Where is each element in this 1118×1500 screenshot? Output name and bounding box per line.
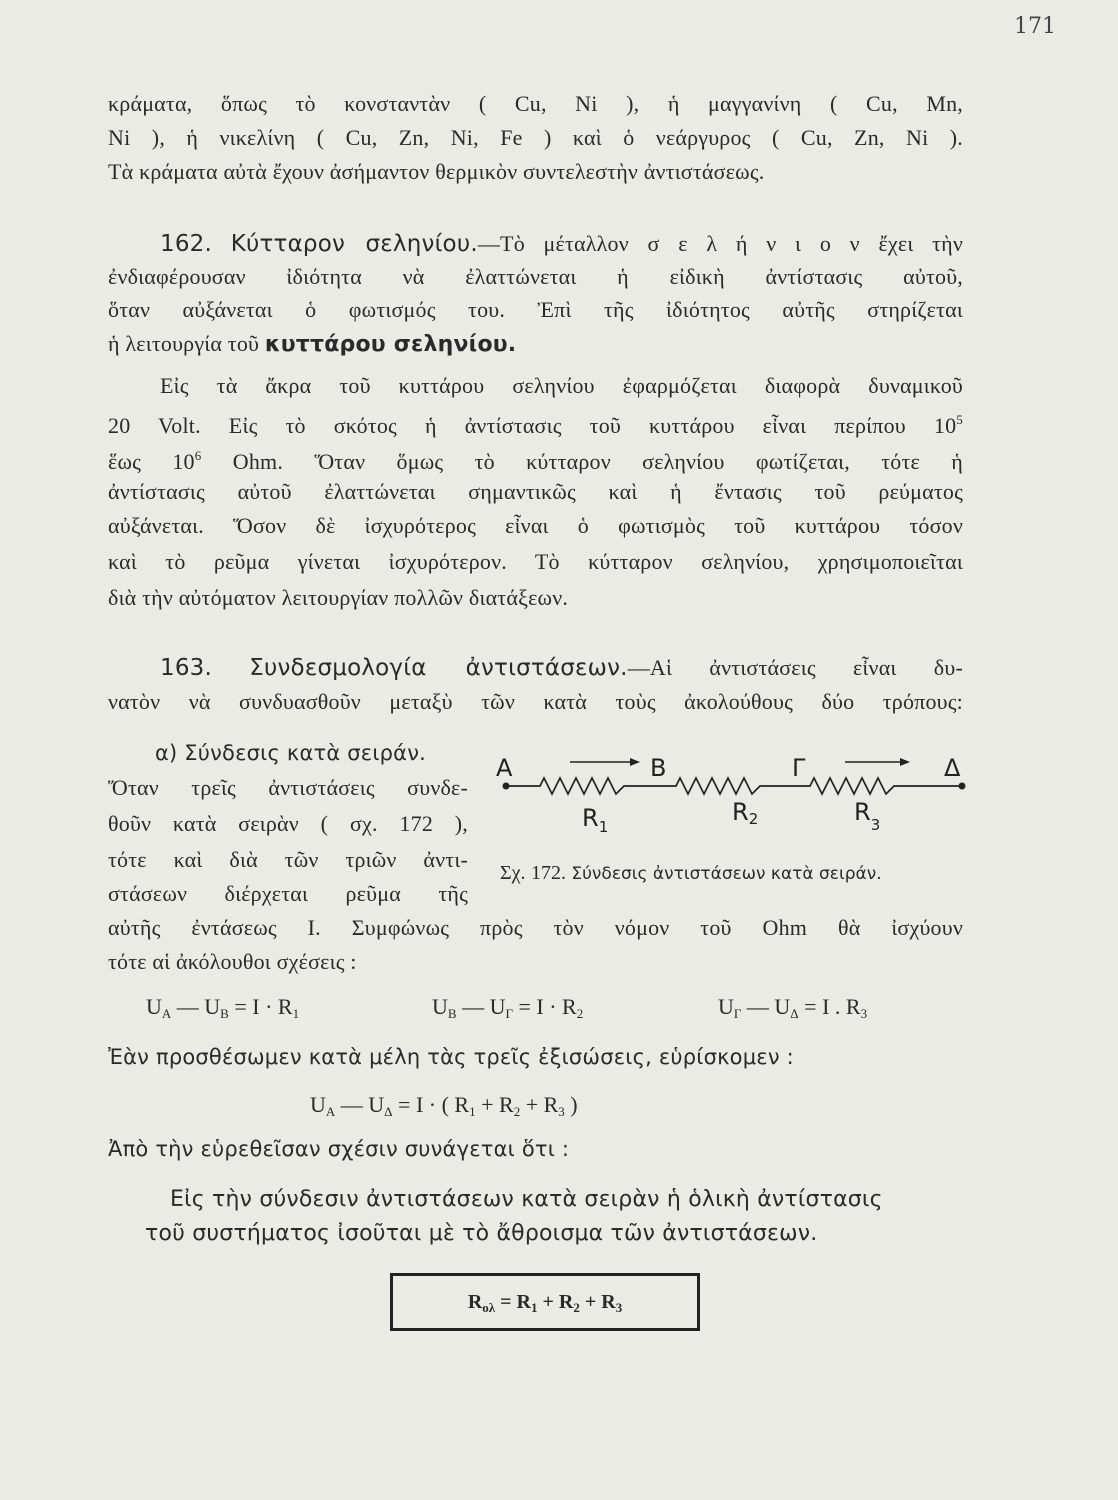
sec162-line9: αὐξάνεται. Ὅσον δὲ ἰσχυρότερος εἶναι ὁ φωτισμὸς τοῦ κυττάρου τόσον (108, 513, 963, 538)
sec163-narrow3: τότε καὶ διὰ τῶν τριῶν ἀντι- (108, 847, 468, 872)
sec163-narrow1: Ὅταν τρεῖς ἀντιστάσεις συνδε- (108, 775, 468, 800)
sec162-line6 (108, 404, 963, 441)
sec162-line10: καὶ τὸ ρεῦμα γίνεται ἰσχυρότερον. Τὸ κύτταρον σεληνίου, χρησιμοποιεῖται (108, 549, 963, 574)
resistor-r2-label: R2 (732, 798, 759, 828)
para1-line2: Ni ), ἡ νικελίνη ( Cu, Zn, Ni, Fe ) καὶ ὁ νεάργυρος ( Cu, Zn, Ni ). (108, 125, 963, 150)
sec163-number: 163. (160, 655, 213, 681)
figure-caption (500, 862, 882, 885)
sec162-line5: Εἰς τὰ ἄκρα τοῦ κυττάρου σεληνίου ἐφαρμόζεται διαφορὰ δυναμικοῦ (160, 373, 963, 398)
sec163-title: Συνδεσμολογία ἀντιστάσεων. (249, 655, 628, 681)
node-label-a: A (496, 754, 513, 782)
sec162-line8: ἀντίστασις αὐτοῦ ἐλαττώνεται σημαντικῶς καὶ ἡ ἔντασις τοῦ ρεύματος (108, 479, 963, 504)
sum-equation: $U_A$ — $U_\Delta = I$ · ( $R_1 + R_2 + R_3$ ) (310, 1092, 578, 1119)
sec163-line2: νατὸν νὰ συνδυασθοῦν μεταξὺ τῶν κατὰ τοὺς ἀκολούθους δύο τρόπους: (108, 689, 963, 714)
resistor-r1-label: $R_1$ (582, 804, 609, 836)
sec162-number: 162. (160, 231, 213, 257)
equation-3: $U_\Gamma$ — $U_\Delta = I$ . $R_3$ (718, 994, 868, 1021)
conclusion-line2: τοῦ συστήματος ἰσοῦται μὲ τὸ ἄθροισμα τῶν ἀντιστάσεων. (145, 1221, 818, 1246)
equation-2: $U_B$ — $U_\Gamma = I \cdot R_2$ (432, 994, 584, 1021)
sec163-line1-rest: —Αἱ ἀντιστάσεις εἶναι δυ- (627, 655, 963, 680)
conclusion-line1: Εἰς τὴν σύνδεσιν ἀντιστάσεων κατὰ σειρὰν ἡ ὁλικὴ ἀντίστασις (170, 1187, 883, 1212)
sec162-exp5: 5 (956, 412, 963, 427)
sec162-line1-rest: —Τὸ μέταλλον σ ε λ ή ν ι ο ν ἔχει τὴν (477, 231, 964, 256)
add-equations-text: Ἐὰν προσθέσωμεν κατὰ μέλη τὰς τρεῖς ἐξισώσεις, εὑρίσκομεν : (108, 1045, 794, 1069)
sec162-line2: ἐνδιαφέρουσαν ἰδιότητα νὰ ἐλαττώνεται ἡ εἰδικὴ ἀντίστασις αὐτοῦ, (108, 264, 963, 289)
sec162-line7-post: Ohm. Ὅταν ὅμως τὸ κύτταρον σεληνίου φωτίζεται, τότε ἡ (201, 449, 963, 474)
sec162-line7-pre: ἕως 10 (108, 449, 195, 474)
sec162-line4 (108, 328, 963, 360)
current-arrow-2-head (900, 758, 910, 766)
para1-line3: Τὰ κράματα αὐτὰ ἔχουν ἀσήμαντον θερμικὸν συντελεστὴν ἀντιστάσεως. (108, 159, 765, 184)
sec162-line7 (108, 440, 963, 477)
sec162-title: Κύτταρον σεληνίου. (230, 231, 478, 257)
page-number: 171 (1014, 14, 1056, 39)
node-label-b: B (650, 754, 667, 782)
sec162-line6-pre: 20 Volt. Εἰς τὸ σκότος ἡ ἀντίστασις τοῦ κυττάρου εἶναι περίπου 10 (108, 413, 957, 438)
caption-text: Σύνδεσις ἀντιστάσεων κατὰ σειράν. (571, 864, 882, 884)
caption-number: 172. (530, 862, 566, 884)
sec163-alpha: α) Σύνδεσις κατὰ σειράν. (155, 741, 427, 765)
equation-1: $U_A$ — $U_B = I \cdot R_1$ (146, 994, 300, 1021)
sec163-heading-line (160, 652, 963, 684)
caption-prefix: Σχ. (500, 862, 526, 884)
resistor-r3-label: $R_3$ (854, 798, 881, 834)
para1-line1: κράματα, ὅπως τὸ κονσταντὰν ( Cu, Ni ), ἡ μαγγανίνη ( Cu, Mn, (108, 91, 963, 116)
resistor-chain-wire (506, 778, 962, 794)
current-arrow-1-head (630, 758, 640, 766)
boxed-formula: $R_{o\lambda} = R_1 + R_2 + R_3$ (390, 1273, 700, 1331)
sec162-exp6: 6 (194, 448, 202, 463)
node-label-d: Δ (944, 754, 961, 782)
sec162-line11: διὰ τὴν αὐτόματον λειτουργίαν πολλῶν διατάξεων. (108, 585, 569, 610)
sec163-narrow4: στάσεων διέρχεται ρεῦμα τῆς (108, 881, 468, 906)
sec163-narrow2: θοῦν κατὰ σειρὰν ( σχ. 172 ), (108, 811, 468, 836)
sec162-bold-term: κυττάρου σεληνίου. (264, 332, 517, 357)
sec162-line4-pre: ἡ λειτουργία τοῦ (108, 331, 260, 356)
series-circuit-diagram (480, 740, 980, 850)
node-label-g: Γ (792, 754, 806, 782)
sec163-line7: αὐτῆς ἐντάσεως I. Συμφώνως πρὸς τὸν νόμον τοῦ Ohm θὰ ἰσχύουν (108, 915, 963, 940)
from-relation-text: Ἀπὸ τὴν εὑρεθεῖσαν σχέσιν συνάγεται ὅτι : (108, 1137, 570, 1161)
sec162-heading-line (160, 228, 963, 260)
sec162-line3: ὅταν αὐξάνεται ὁ φωτισμός του. Ἐπὶ τῆς ἰδιότητος αὐτῆς στηρίζεται (108, 297, 963, 322)
sec163-line8: τότε αἱ ἀκόλουθοι σχέσεις : (108, 949, 357, 974)
